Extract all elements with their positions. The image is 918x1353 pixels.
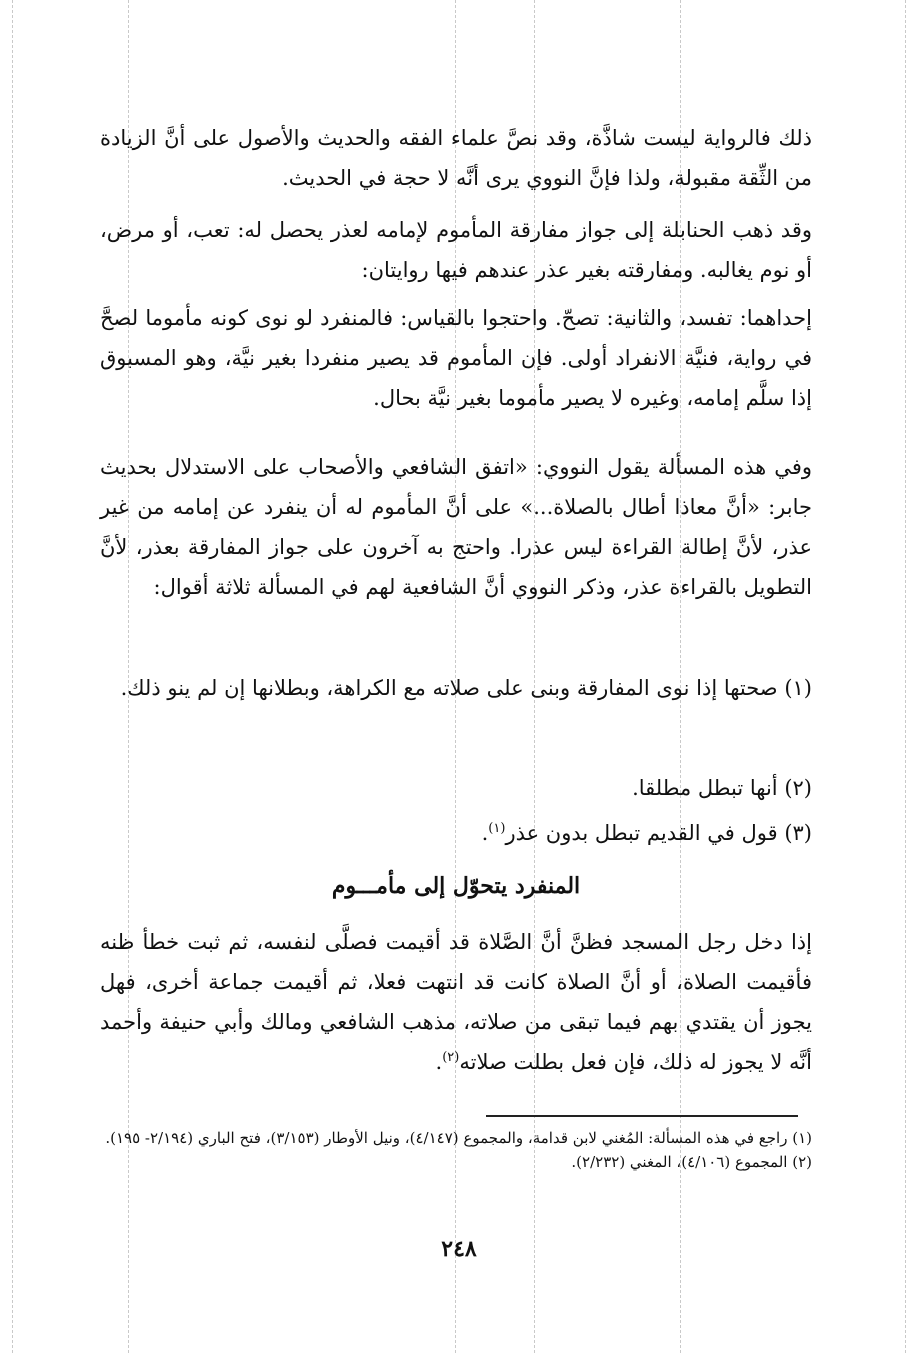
- scan-artifact-line: [12, 0, 13, 1353]
- paragraph-mosque: [100, 922, 812, 1082]
- opinion-item-3-text: (٣) قول في القديم تبطل بدون عذر: [505, 821, 812, 845]
- section-heading: المنفرد يتحوّل إلى مأمـــوم: [331, 873, 581, 899]
- footnote-ref-2: (٢): [442, 1050, 460, 1065]
- footnote-ref-1: (١): [488, 821, 506, 836]
- scan-artifact-line: [905, 0, 906, 1353]
- footnotes-section: [100, 1126, 812, 1174]
- paragraph-two-narrations: إحداهما: تفسد، والثانية: تصحّ. واحتجوا بالقياس: فالمنفرد لو نوى كونه مأموما لصحَّ في رواية، فنيَّة الانفراد أولى. فإن المأموم قد يصير منفردا بغير نيَّة، وهو المسبوق إذا سلَّم إمامه، وغيره لا يصير مأموما بغير نيَّة بحال.: [100, 306, 812, 410]
- paragraph-mosque-text: إذا دخل رجل المسجد فظنَّ أنَّ الصَّلاة قد أقيمت فصلَّى لنفسه، ثم ثبت خطأ ظنه فأقيمت الصلاة، أو أنَّ الصلاة كانت قد انتهت فعلا، ثم أقيمت جماعة أخرى، فهل يجوز أن يقتدي بهم فيما تبقى من صلاته، مذهب الشافعي ومالك وأبي حنيفة وأحمد أنَّه لا يجوز له ذلك، فإن فعل بطلت صلاته: [100, 930, 812, 1074]
- opinion-item-1: (١) صحتها إذا نوى المفارقة وبنى على صلاته مع الكراهة، وبطلانها إن لم ينو ذلك.: [120, 676, 812, 700]
- paragraph-hanabila: وقد ذهب الحنابلة إلى جواز مفارقة المأموم لإمامه لعذر يحصل له: تعب، أو مرض، أو نوم يغالبه. ومفارقته بغير عذر عندهم فيها روايتان:: [100, 218, 812, 282]
- opinion-item-3-end: .: [481, 821, 489, 845]
- footnote-divider: [486, 1115, 798, 1117]
- opinion-item-3: [100, 813, 812, 853]
- paragraph-mosque-end: .: [435, 1050, 443, 1074]
- footnote-2: (٢) المجموع (٤/١٠٦)، المغني (٢/٢٣٢).: [571, 1153, 812, 1171]
- page-number: ٢٤٨: [441, 1236, 477, 1262]
- paragraph-intro: ذلك فالرواية ليست شاذَّة، وقد نصَّ علماء الفقه والحديث والأصول على أنَّ الزيادة من الثِّقة مقبولة، ولذا فإنَّ النووي يرى أنَّه لا حجة في الحديث.: [100, 126, 812, 190]
- footnote-1: (١) راجع في هذه المسألة: المُغني لابن قدامة، والمجموع (٤/١٤٧)، ونيل الأوطار (٣/١٥٣)، فتح الباري (٢/١٩٤- ١٩٥).: [105, 1129, 812, 1147]
- paragraph-nawawi-quote: وفي هذه المسألة يقول النووي: «اتفق الشافعي والأصحاب على الاستدلال بحديث جابر: «أنَّ معاذا أطال بالصلاة...» على أنَّ المأموم له أن ينفرد عن إمامه من غير عذر، لأنَّ إطالة القراءة ليس عذرا. واحتج به آخرون على جواز المفارقة بعذر، لأنَّ التطويل بالقراءة عذر، وذكر النووي أنَّ الشافعية لهم في المسألة ثلاثة أقوال:: [100, 455, 812, 599]
- opinion-item-2: (٢) أنها تبطل مطلقا.: [632, 776, 812, 800]
